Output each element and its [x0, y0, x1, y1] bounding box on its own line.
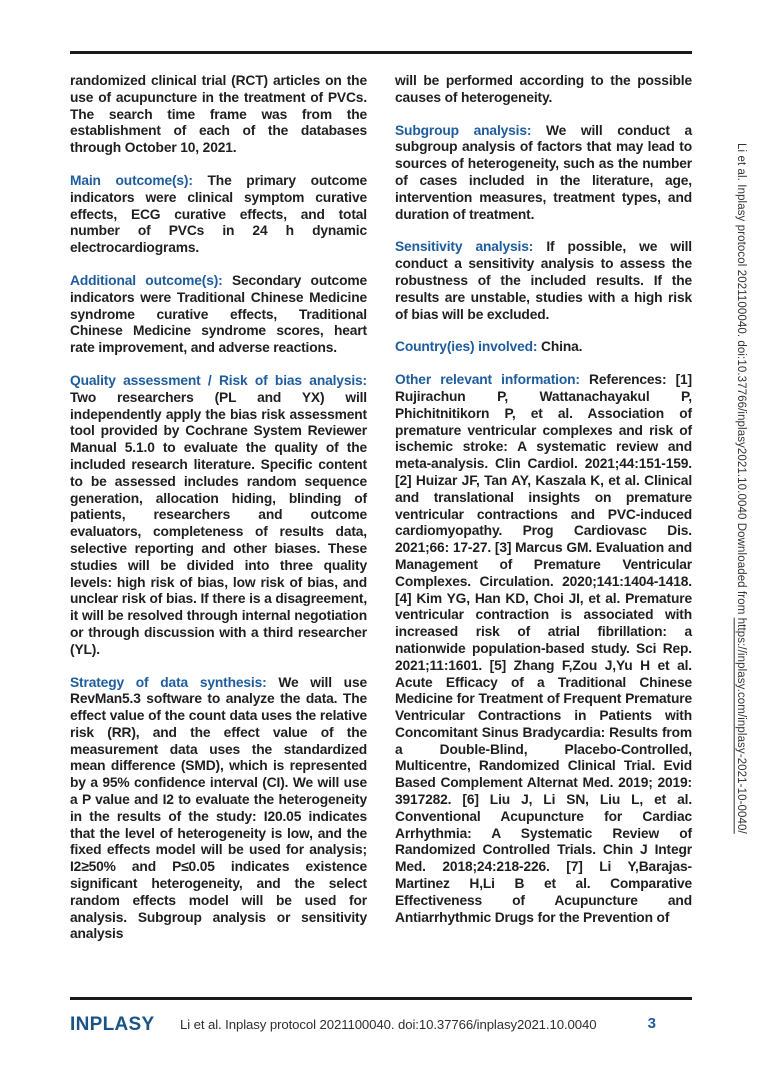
- paragraph: [395, 239, 692, 323]
- paragraph: [70, 173, 367, 257]
- paragraph-text: Two researchers (PL and YX) will independently apply the bias risk assessment tool provided by Cochrane System Reviewer Manual 5.1.0 to evaluate the quality of the included research literature. Specific content to be assessed includes random sequence generation, allocation hiding, blinding of patients, researchers and outcome evaluators, completeness of results data, selective reporting and other biases. These studies will be divided into three quality levels: high risk of bias, low risk of bias, and unclear risk of bias. If there is a disagreement, it will be resolved through internal negotiation or through discussion with a third researcher (YL).: [70, 389, 367, 657]
- section-heading: Subgroup analysis:: [395, 122, 532, 138]
- paragraph-text: We will conduct a subgroup analysis of factors that may lead to sources of heterogeneity, such as the number of cases included in the literature, age, intervention measures, treatment types, and duration of treatment.: [395, 122, 693, 222]
- footer-rule: [70, 997, 692, 1000]
- paragraph: [70, 73, 367, 157]
- paragraph: [395, 372, 692, 926]
- page-number: 3: [647, 1015, 656, 1032]
- paragraph-text: References: [1] Rujirachun P, Wattanachayakul P, Phichitnitikorn P, et al. Association of premature ventricular complexes and risk of ischemic stroke: A systematic review and meta-analysis. Clin Cardiol. 2021;44:151-159. [2] Huizar JF, Tan AY, Kaszala K, et al. Clinical and translational insights on premature ventricular contractions and PVC-induced cardiomyopathy. Prog Cardiovasc Dis. 2021;66: 17-27. [3] Marcus GM. Evaluation and Management of Premature Ventricular Complexes. Circulation. 2020;141:1404-1418. [4] Kim YG, Han KD, Choi JI, et al. Premature ventricular contraction is associated with increased risk of atrial fibrillation: a nationwide population-based study. Sci Rep. 2021;11:1601. [5] Zhang F,Zou J,Yu H et al. Acute Efficacy of a Traditional Chinese Medicine for Treatment of Frequent Premature Ventricular Contractions in Patients with Concomitant Sinus Bradycardia: Results from a Double-Blind, Placebo-Controlled, Multicentre, Randomized Clinical Trial. Evid Based Complement Alternat Med. 2019; 2019: 3917282. [6] Liu J, Li SN, Liu L, et al. Conventional Acupuncture for Cardiac Arrhythmia: A Systematic Review of Randomized Controlled Trials. Chin J Integr Med. 2018;24:218-226. [7] Li Y,Barajas-Martinez H,Li B et al. Comparative Effectiveness of Acupuncture and Antiarrhythmic Drugs for the Prevention of: [395, 372, 692, 925]
- sidebar-download-link[interactable]: https://inplasy.com/inplasy-2021-10-0040/: [735, 617, 747, 834]
- page-footer: [70, 1012, 692, 1042]
- sidebar-citation-text: Li et al. Inplasy protocol 2021100040. doi:10.37766/inplasy2021.10.0040 Downloaded from: [735, 143, 747, 615]
- paragraph: [395, 339, 692, 356]
- paragraph-text: China.: [541, 339, 583, 355]
- paragraph: [70, 373, 367, 659]
- top-rule: [70, 51, 692, 54]
- paragraph: [70, 273, 367, 357]
- section-heading: Main outcome(s):: [70, 172, 193, 188]
- section-heading: Country(ies) involved:: [395, 339, 538, 355]
- paragraph: [70, 675, 367, 944]
- inplasy-logo: INPLASY: [70, 1014, 155, 1035]
- paragraph-text: randomized clinical trial (RCT) articles on the use of acupuncture in the treatment of PVCs. The search time frame was from the establishment of each of the databases through October 10, 2021.: [70, 73, 367, 156]
- paragraph-text: will be performed according to the possible causes of heterogeneity.: [395, 73, 692, 105]
- sidebar-vertical-text: [735, 143, 747, 1003]
- paragraph: [395, 123, 692, 224]
- paragraph-text: We will use RevMan5.3 software to analyze the data. The effect value of the count data uses the relative risk (RR), and the effect value of the measurement data uses the standardized mean difference (SMD), which is represented by a 95% confidence interval (CI). We will use a P value and I2 to evaluate the heterogeneity in the results of the study: I20.05 indicates that the level of heterogeneity is low, and the fixed effects model will be used for analysis; I2≥50% and P≤0.05 indicates existence significant heterogeneity, and the select random effects model will be used for analysis. Subgroup analysis or sensitivity analysis: [70, 674, 368, 942]
- section-heading: Strategy of data synthesis:: [70, 674, 267, 690]
- footer-citation: Li et al. Inplasy protocol 2021100040. doi:10.37766/inplasy2021.10.0040: [180, 1017, 597, 1032]
- section-heading: Sensitivity analysis:: [395, 239, 534, 255]
- paragraph-text: Secondary outcome indicators were Traditional Chinese Medicine syndrome curative effects, Traditional Chinese Medicine syndrome scores, heart rate improvement, and adverse reactions.: [70, 272, 367, 356]
- section-heading: Other relevant information:: [395, 372, 580, 388]
- paragraph: [395, 73, 692, 107]
- section-heading: Quality assessment / Risk of bias analysis:: [70, 372, 367, 388]
- left-column: [70, 73, 367, 943]
- two-column-body: [70, 73, 692, 943]
- paragraph-text: The primary outcome indicators were clinical symptom curative effects, ECG curative effects, and total number of PVCs in 24 h dynamic electrocardiograms.: [70, 172, 368, 256]
- paragraph-text: If possible, we will conduct a sensitivity analysis to assess the robustness of the included results. If the results are unstable, studies with a high risk of bias will be excluded.: [395, 239, 692, 322]
- right-column: [395, 73, 692, 943]
- section-heading: Additional outcome(s):: [70, 272, 223, 288]
